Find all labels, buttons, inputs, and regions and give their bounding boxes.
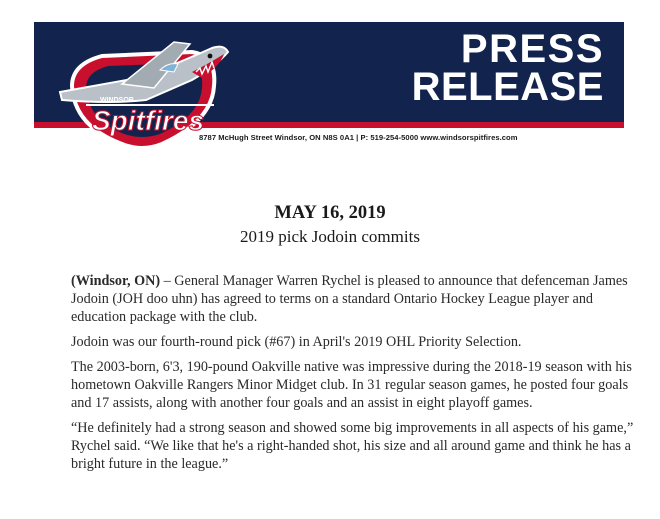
contact-address: 8787 McHugh Street Windsor, ON N8S 0A1 | P: 519-254-5000 www.windsorspitfires.com (199, 133, 518, 142)
paragraph-4: “He definitely had a strong season and showed some big improvements in all aspects of his game,” Rychel said. “We like that he's a right-handed shot, his size and all around game and think he has a bright future in the league.” (71, 420, 634, 472)
release-date: MAY 16, 2019 (274, 203, 386, 223)
logo-brand-text: Spitfires (92, 105, 205, 136)
press-release-header (34, 22, 624, 150)
press-title-line2: RELEASE (411, 65, 604, 109)
release-body (71, 272, 639, 480)
press-title-line1: PRESS (460, 27, 604, 71)
paragraph-2: Jodoin was our fourth-round pick (#67) in April's 2019 OHL Priority Selection. (71, 334, 522, 350)
press-release-title (411, 27, 604, 109)
release-subtitle: 2019 pick Jodoin commits (240, 227, 420, 246)
paragraph-1-text: – General Manager Warren Rychel is pleased to announce that defenceman James Jodoin (JOH doo uhn) has agreed to terms on a standard Ontario Hockey League player and education package with the club. (71, 273, 628, 325)
paragraph-1 (71, 272, 639, 326)
paragraph-3: The 2003-born, 6'3, 190-pound Oakville native was impressive during the 2018-19 season with his hometown Oakville Rangers Minor Midget club. In 31 regular season games, he posted four goals and 17 assists, along with another four goals and an assist in eight playoff games. (71, 359, 632, 411)
lead-location: (Windsor, ON) (71, 273, 161, 289)
spitfire-plane-logo-icon (42, 26, 242, 154)
logo-small-text: WINDSOR (100, 97, 134, 104)
